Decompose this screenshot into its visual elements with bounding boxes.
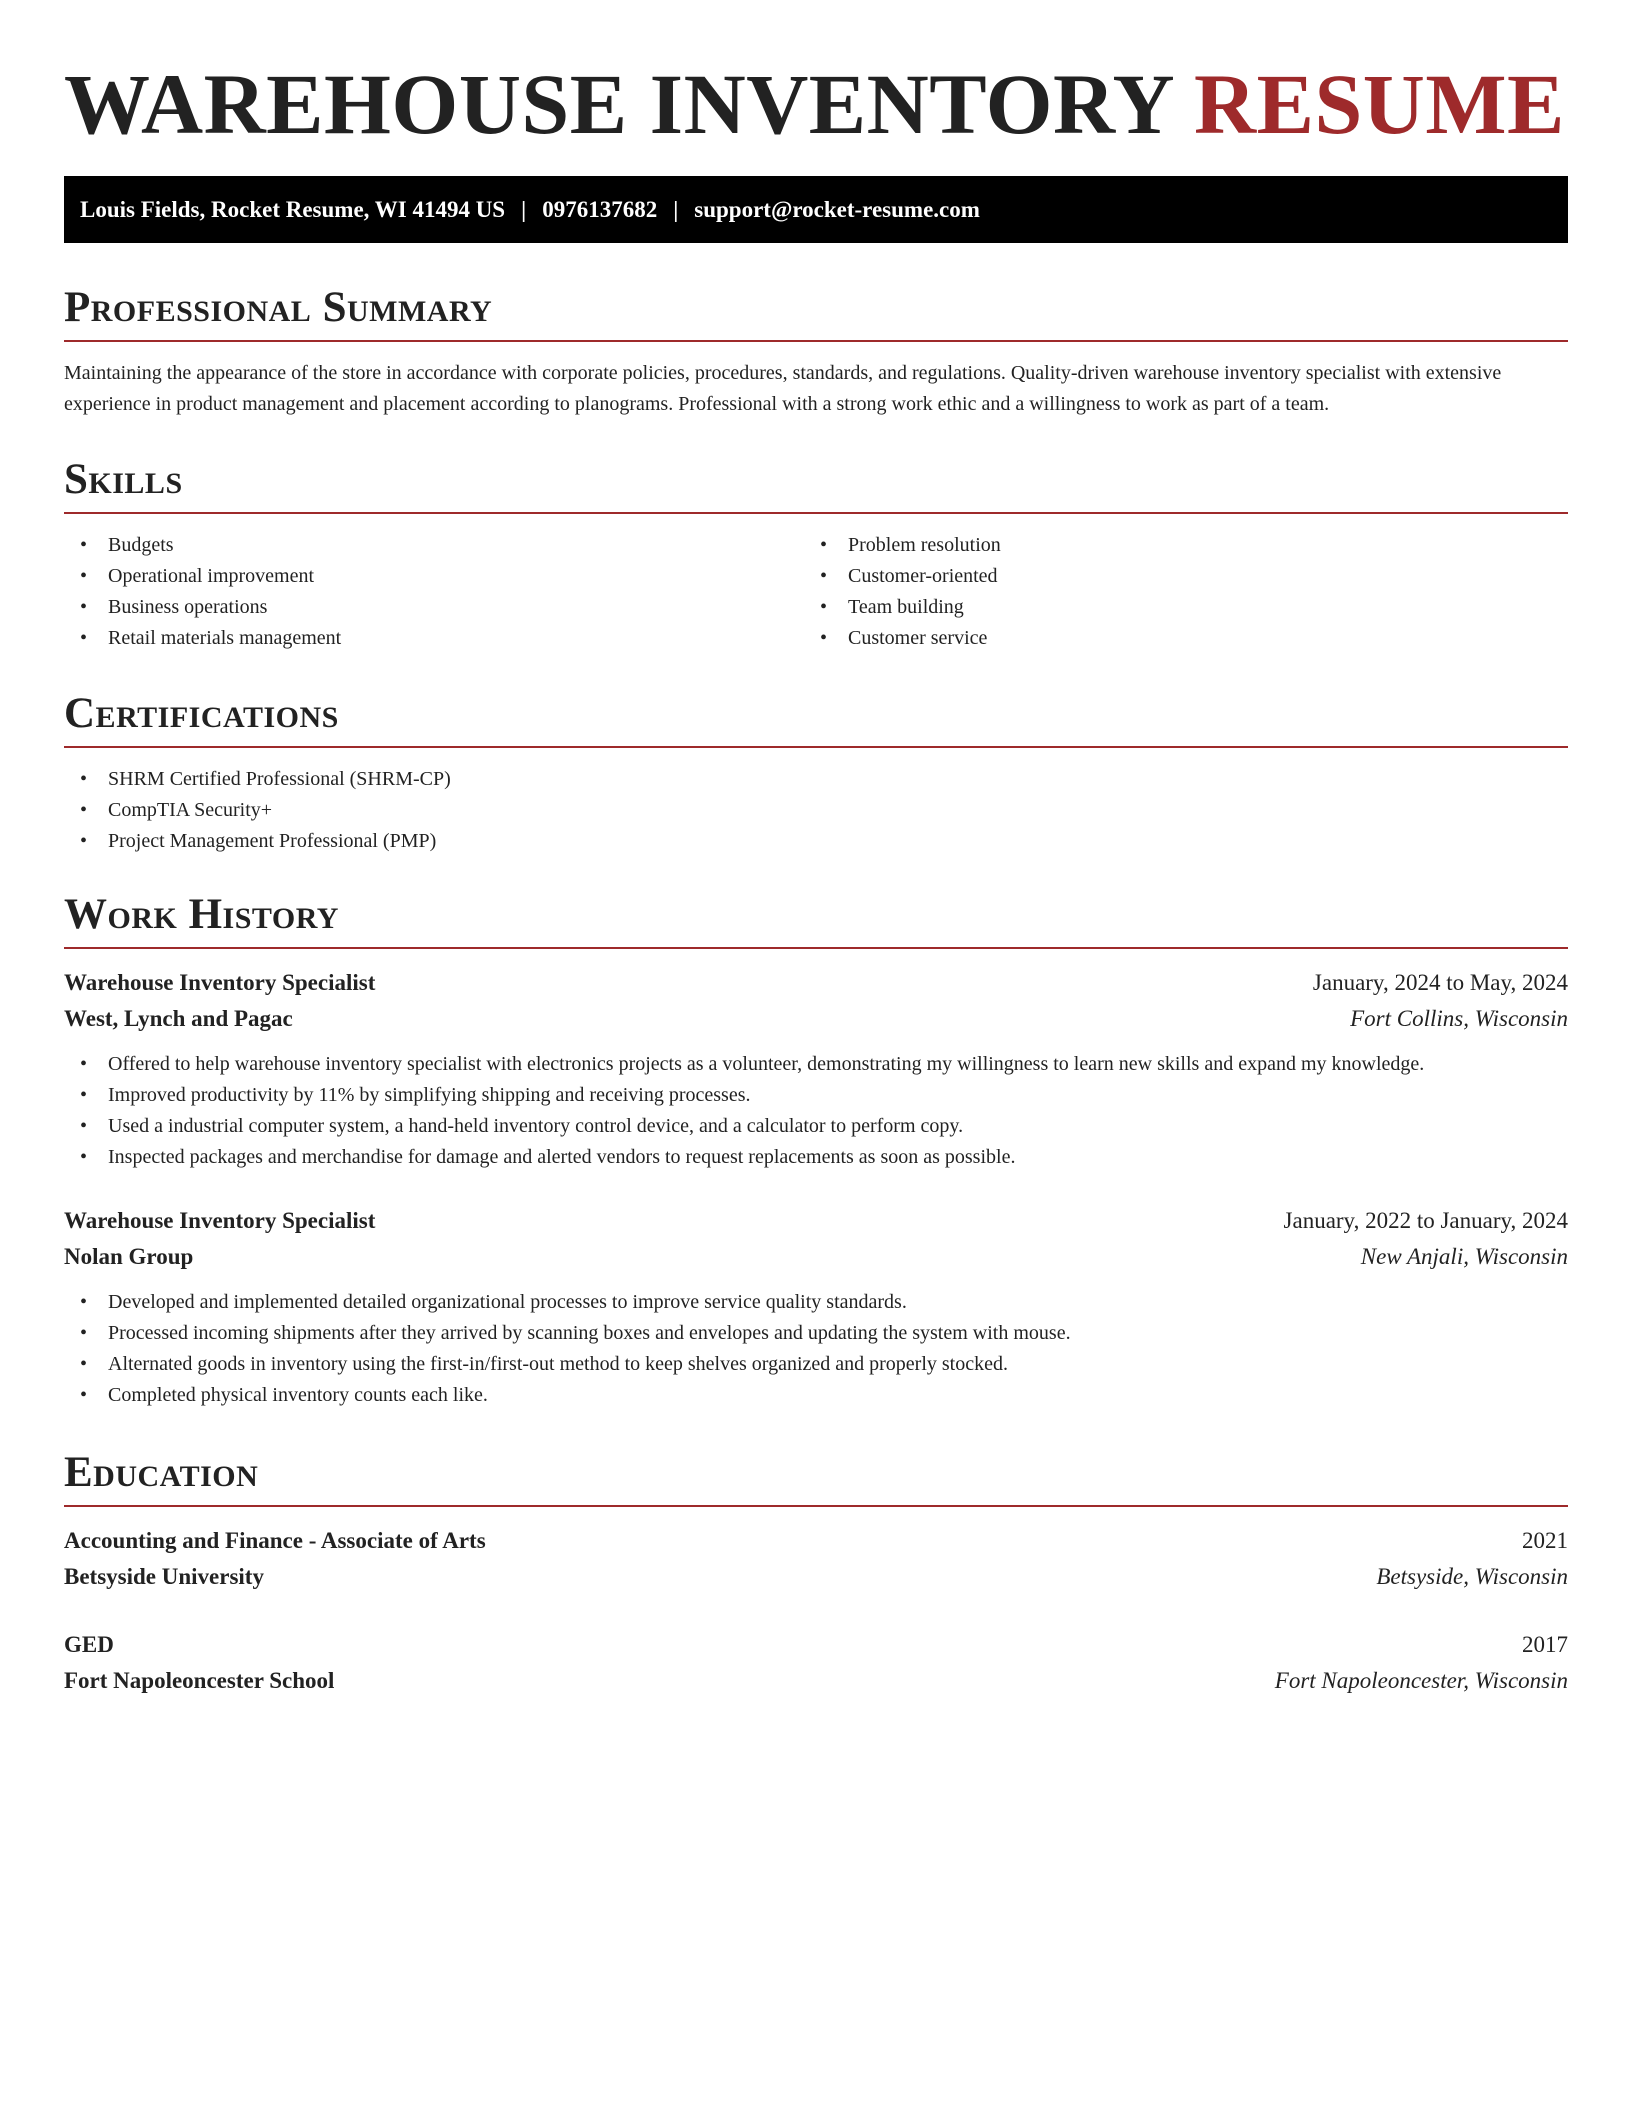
work-history-heading: Work History [64,891,339,938]
job-bullet: • Completed physical inventory counts each like. [64,1380,1568,1411]
contact-address: Louis Fields, Rocket Resume, WI 41494 US [80,196,506,222]
skills-heading: Skills [64,456,183,503]
job-bullets [64,1049,1568,1173]
education-year: 2017 [1522,1632,1568,1657]
job-bullet: • Inspected packages and merchandise for damage and alerted vendors to request replacements as soon as possible. [64,1142,1568,1173]
education-degree: GED [64,1632,114,1657]
job-bullets [64,1287,1568,1411]
skill-item: • Operational improvement [64,561,804,592]
summary-text: Maintaining the appearance of the store in accordance with corporate policies, procedures, standards, and regulations. Quality-driven warehouse inventory specialist with extensive experience in product management and placement according to planograms. Professional with a strong work ethic and a willingness to work as part of a team. [64,362,1502,415]
education-heading: Education [64,1449,259,1496]
skill-item: • Budgets [64,530,804,561]
job-bullet: • Offered to help warehouse inventory specialist with electronics projects as a volunteer, demonstrating my willingness to learn new skills and expand my knowledge. [64,1049,1568,1080]
job-bullet: • Processed incoming shipments after they arrived by scanning boxes and envelopes and updating the system with mouse. [64,1318,1568,1349]
section-divider [64,947,1568,949]
education-entry [64,1627,1568,1699]
education-section [64,1447,1568,1699]
title-main: WAREHOUSE INVENTORY [64,56,1172,152]
skill-item: • Customer-oriented [804,561,1544,592]
work-history-section [64,889,1568,1411]
skill-item: • Problem resolution [804,530,1544,561]
contact-separator: | [521,196,527,222]
skills-list-left [64,530,804,654]
job-company: Nolan Group [64,1244,194,1269]
summary-section [64,282,1568,420]
job-title: Warehouse Inventory Specialist [64,970,376,995]
skills-list-right [804,530,1544,654]
job-bullet: • Used a industrial computer system, a hand-held inventory control device, and a calculator to perform copy. [64,1111,1568,1142]
job-title: Warehouse Inventory Specialist [64,1208,376,1233]
title-accent: RESUME [1193,56,1565,152]
education-school: Betsyside University [64,1564,264,1589]
certifications-heading: Certifications [64,690,339,737]
certification-item: • CompTIA Security+ [64,795,1568,826]
contact-separator: | [673,196,679,222]
job-location: New Anjali, Wisconsin [1360,1244,1568,1269]
certification-item: • Project Management Professional (PMP) [64,826,1568,857]
education-degree: Accounting and Finance - Associate of Arts [64,1528,486,1553]
contact-phone: 0976137682 [542,196,658,222]
skill-item: • Team building [804,592,1544,623]
section-divider [64,340,1568,342]
section-divider [64,1505,1568,1507]
job-dates: January, 2024 to May, 2024 [1312,970,1568,995]
skill-item: • Business operations [64,592,804,623]
skills-grid [64,530,1568,654]
job-entry [64,965,1568,1173]
education-entry [64,1523,1568,1595]
job-dates: January, 2022 to January, 2024 [1283,1208,1568,1233]
job-bullet: • Developed and implemented detailed organizational processes to improve service quality standards. [64,1287,1568,1318]
summary-heading: Professional Summary [64,284,493,331]
certifications-list [64,764,1568,857]
contact-bar [64,176,1568,243]
job-entry [64,1203,1568,1411]
education-location: Fort Napoleoncester, Wisconsin [1274,1668,1568,1693]
job-company: West, Lynch and Pagac [64,1006,293,1031]
contact-email: support@rocket-resume.com [694,196,980,222]
skill-item: • Retail materials management [64,623,804,654]
skill-item: • Customer service [804,623,1544,654]
job-bullet: • Improved productivity by 11% by simplifying shipping and receiving processes. [64,1080,1568,1111]
education-location: Betsyside, Wisconsin [1376,1564,1568,1589]
section-divider [64,512,1568,514]
job-bullet: • Alternated goods in inventory using the first-in/first-out method to keep shelves organized and properly stocked. [64,1349,1568,1380]
certifications-section [64,688,1568,857]
certification-item: • SHRM Certified Professional (SHRM-CP) [64,764,1568,795]
education-school: Fort Napoleoncester School [64,1668,335,1693]
skills-section [64,454,1568,654]
education-year: 2021 [1522,1528,1568,1553]
resume-title [64,56,1565,152]
job-location: Fort Collins, Wisconsin [1350,1006,1568,1031]
section-divider [64,746,1568,748]
